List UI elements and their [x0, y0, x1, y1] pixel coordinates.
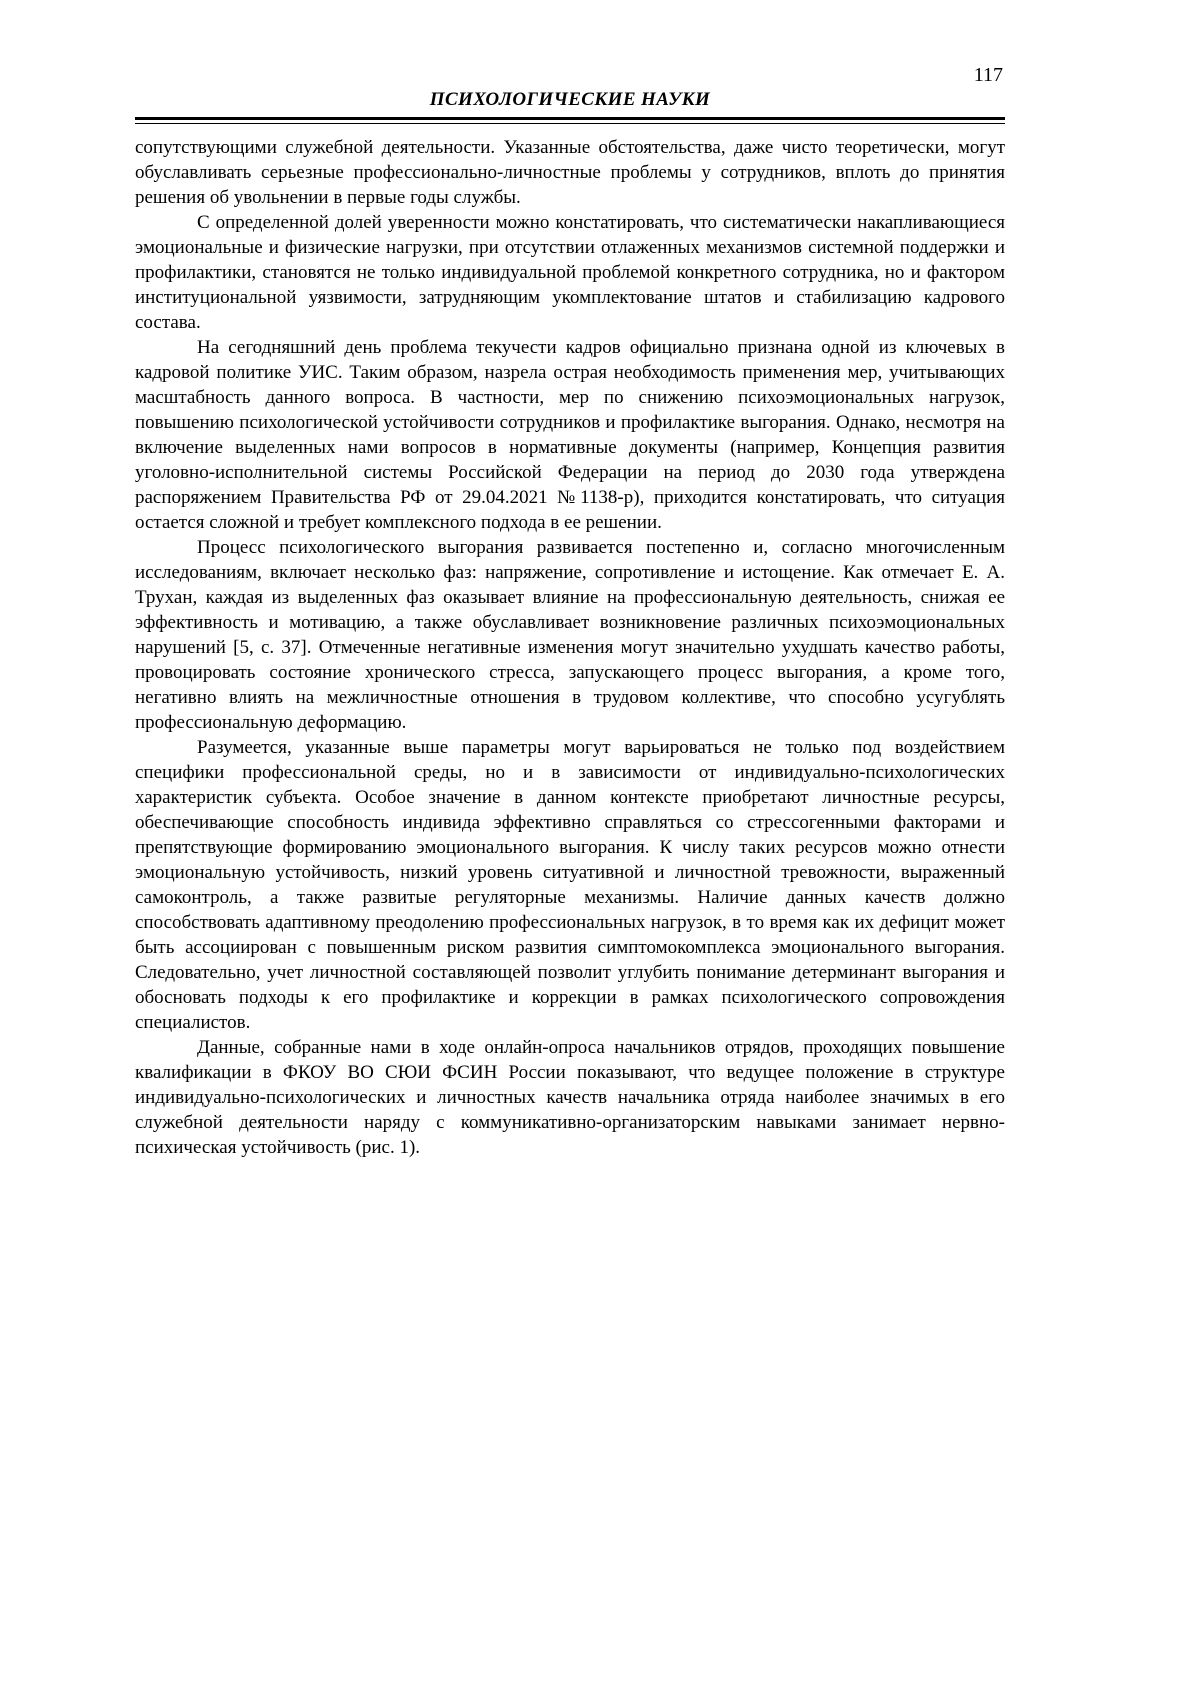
paragraph: С определенной долей уверенности можно констатировать, что систематически накапливающиеся эмоциональные и физические нагрузки, при отсутствии отлаженных механизмов системной поддержки и профилактики, становятся не только индивидуальной проблемой конкретного сотрудника, но и фактором институциональной уязвимости, затрудняющим укомплектование штатов и стабилизацию кадрового состава.	[135, 212, 1005, 333]
page-content	[135, 64, 1005, 1160]
page-number: 117	[973, 64, 1003, 86]
paragraph: Процесс психологического выгорания развивается постепенно и, согласно многочисленным исследованиям, включает несколько фаз: напряжение, сопротивление и истощение. Как отмечает Е. А. Трухан, каждая из выделенных фаз оказывает влияние на профессиональную деятельность, снижая ее эффективность и мотивацию, а также обуславливает возникновение различных психоэмоциональных нарушений [5, с. 37]. Отмеченные негативные изменения могут значительно ухудшать качество работы, провоцировать состояние хронического стресса, запускающего процесс выгорания, а кроме того, негативно влиять на межличностные отношения в трудовом коллективе, что способно усугублять профессиональную деформацию.	[135, 537, 1005, 733]
paragraph: Данные, собранные нами в ходе онлайн-опроса начальников отрядов, проходящих повышение квалификации в ФКОУ ВО СЮИ ФСИН России показывают, что ведущее положение в структуре индивидуально-психологических и личностных качеств начальника отряда наиболее значимых в его служебной деятельности наряду с коммуникативно-организаторским навыками занимает нервно-психическая устойчивость (рис. 1).	[135, 1037, 1005, 1158]
section-header: ПСИХОЛОГИЧЕСКИЕ НАУКИ	[429, 89, 711, 110]
paragraph: Разумеется, указанные выше параметры могут варьироваться не только под воздействием специфики профессиональной среды, но и в зависимости от индивидуально-психологических характеристик субъекта. Особое значение в данном контексте приобретают личностные ресурсы, обеспечивающие способность индивида эффективно справляться со стрессогенными факторами и препятствующие формированию эмоционального выгорания. К числу таких ресурсов можно отнести эмоциональную устойчивость, низкий уровень ситуативной и личностной тревожности, выраженный самоконтроль, а также развитые регуляторные механизмы. Наличие данных качеств должно способствовать адаптивному преодолению профессиональных нагрузок, в то время как их дефицит может быть ассоциирован с повышенным риском развития симптомокомплекса эмоционального выгорания. Следовательно, учет личностной составляющей позволит углубить понимание детерминант выгорания и обосновать подходы к его профилактике и коррекции в рамках психологического сопровождения специалистов.	[135, 737, 1005, 1033]
paragraph: сопутствующими служебной деятельности. Указанные обстоятельства, даже чисто теоретически, могут обуславливать серьезные профессионально-личностные проблемы у сотрудников, вплоть до принятия решения об увольнении в первые годы службы.	[135, 137, 1005, 208]
header-divider	[135, 117, 1005, 124]
article-body	[135, 135, 1005, 1160]
paragraph: На сегодняшний день проблема текучести кадров официально признана одной из ключевых в кадровой политике УИС. Таким образом, назрела острая необходимость применения мер, учитывающих масштабность данного вопроса. В частности, мер по снижению психоэмоциональных нагрузок, повышению психологической устойчивости сотрудников и профилактике выгорания. Однако, несмотря на включение выделенных нами вопросов в нормативные документы (например, Концепция развития уголовно-исполнительной системы Российской Федерации на период до 2030 года утверждена распоряжением Правительства РФ от 29.04.2021 №1138-р), приходится констатировать, что ситуация остается сложной и требует комплексного подхода в ее решении.	[135, 337, 1005, 533]
